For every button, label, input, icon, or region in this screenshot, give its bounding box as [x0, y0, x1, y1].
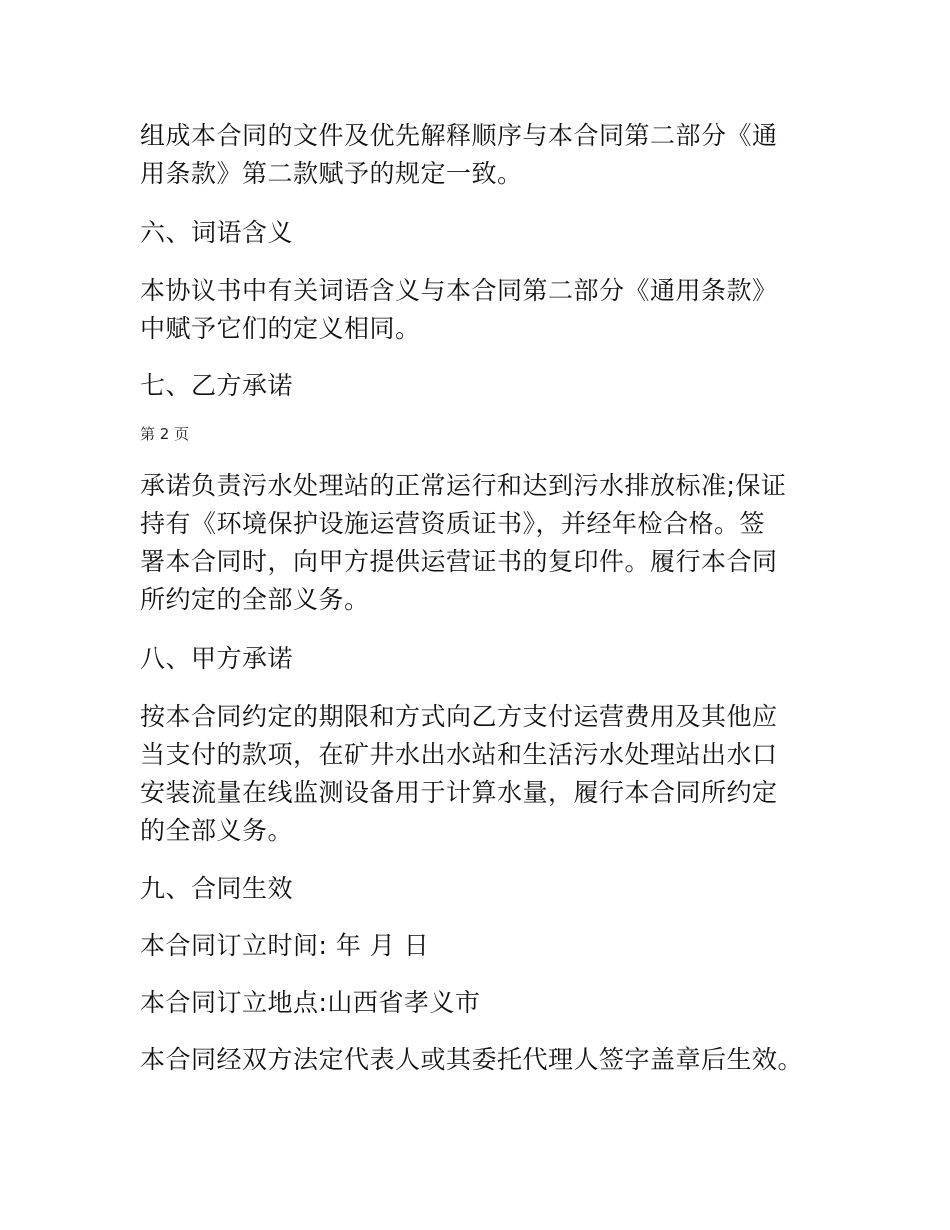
heading-terms: 六、词语含义 — [140, 218, 294, 247]
paragraph-party-a-line-4: 的全部义务。 — [140, 816, 294, 845]
signing-time: 本合同订立时间: 年 月 日 — [140, 931, 430, 960]
page-number: 第 2 页 — [140, 425, 190, 443]
paragraph-files-line-1: 组成本合同的文件及优先解释顺序与本合同第二部分《通 — [140, 121, 778, 150]
paragraph-party-b-line-2: 持有《环境保护设施运营资质证书》，并经年检合格。签 — [140, 509, 766, 538]
paragraph-party-b-line-3: 署本合同时，向甲方提供运营证书的复印件。履行本合同 — [140, 547, 778, 576]
paragraph-party-b-line-1: 承诺负责污水处理站的正常运行和达到污水排放标准;保证 — [140, 471, 787, 500]
paragraph-party-a-line-2: 当支付的款项，在矿井水出水站和生活污水处理站出水口 — [140, 740, 778, 769]
paragraph-party-a-line-3: 安装流量在线监测设备用于计算水量，履行本合同所约定 — [140, 778, 778, 807]
paragraph-party-b-line-4: 所约定的全部义务。 — [140, 585, 370, 614]
paragraph-terms-line-2: 中赋予它们的定义相同。 — [140, 314, 421, 343]
effectiveness-clause: 本合同经双方法定代表人或其委托代理人签字盖章后生效。 — [140, 1045, 804, 1074]
signing-place: 本合同订立地点:山西省孝义市 — [140, 988, 481, 1017]
paragraph-files-line-2: 用条款》第二款赋予的规定一致。 — [140, 159, 523, 188]
heading-party-a: 八、甲方承诺 — [140, 644, 294, 673]
paragraph-terms-line-1: 本协议书中有关词语含义与本合同第二部分《通用条款》 — [140, 276, 778, 305]
paragraph-party-a-line-1: 按本合同约定的期限和方式向乙方支付运营费用及其他应 — [140, 702, 778, 731]
heading-effectiveness: 九、合同生效 — [140, 874, 294, 903]
heading-party-b: 七、乙方承诺 — [140, 371, 294, 400]
